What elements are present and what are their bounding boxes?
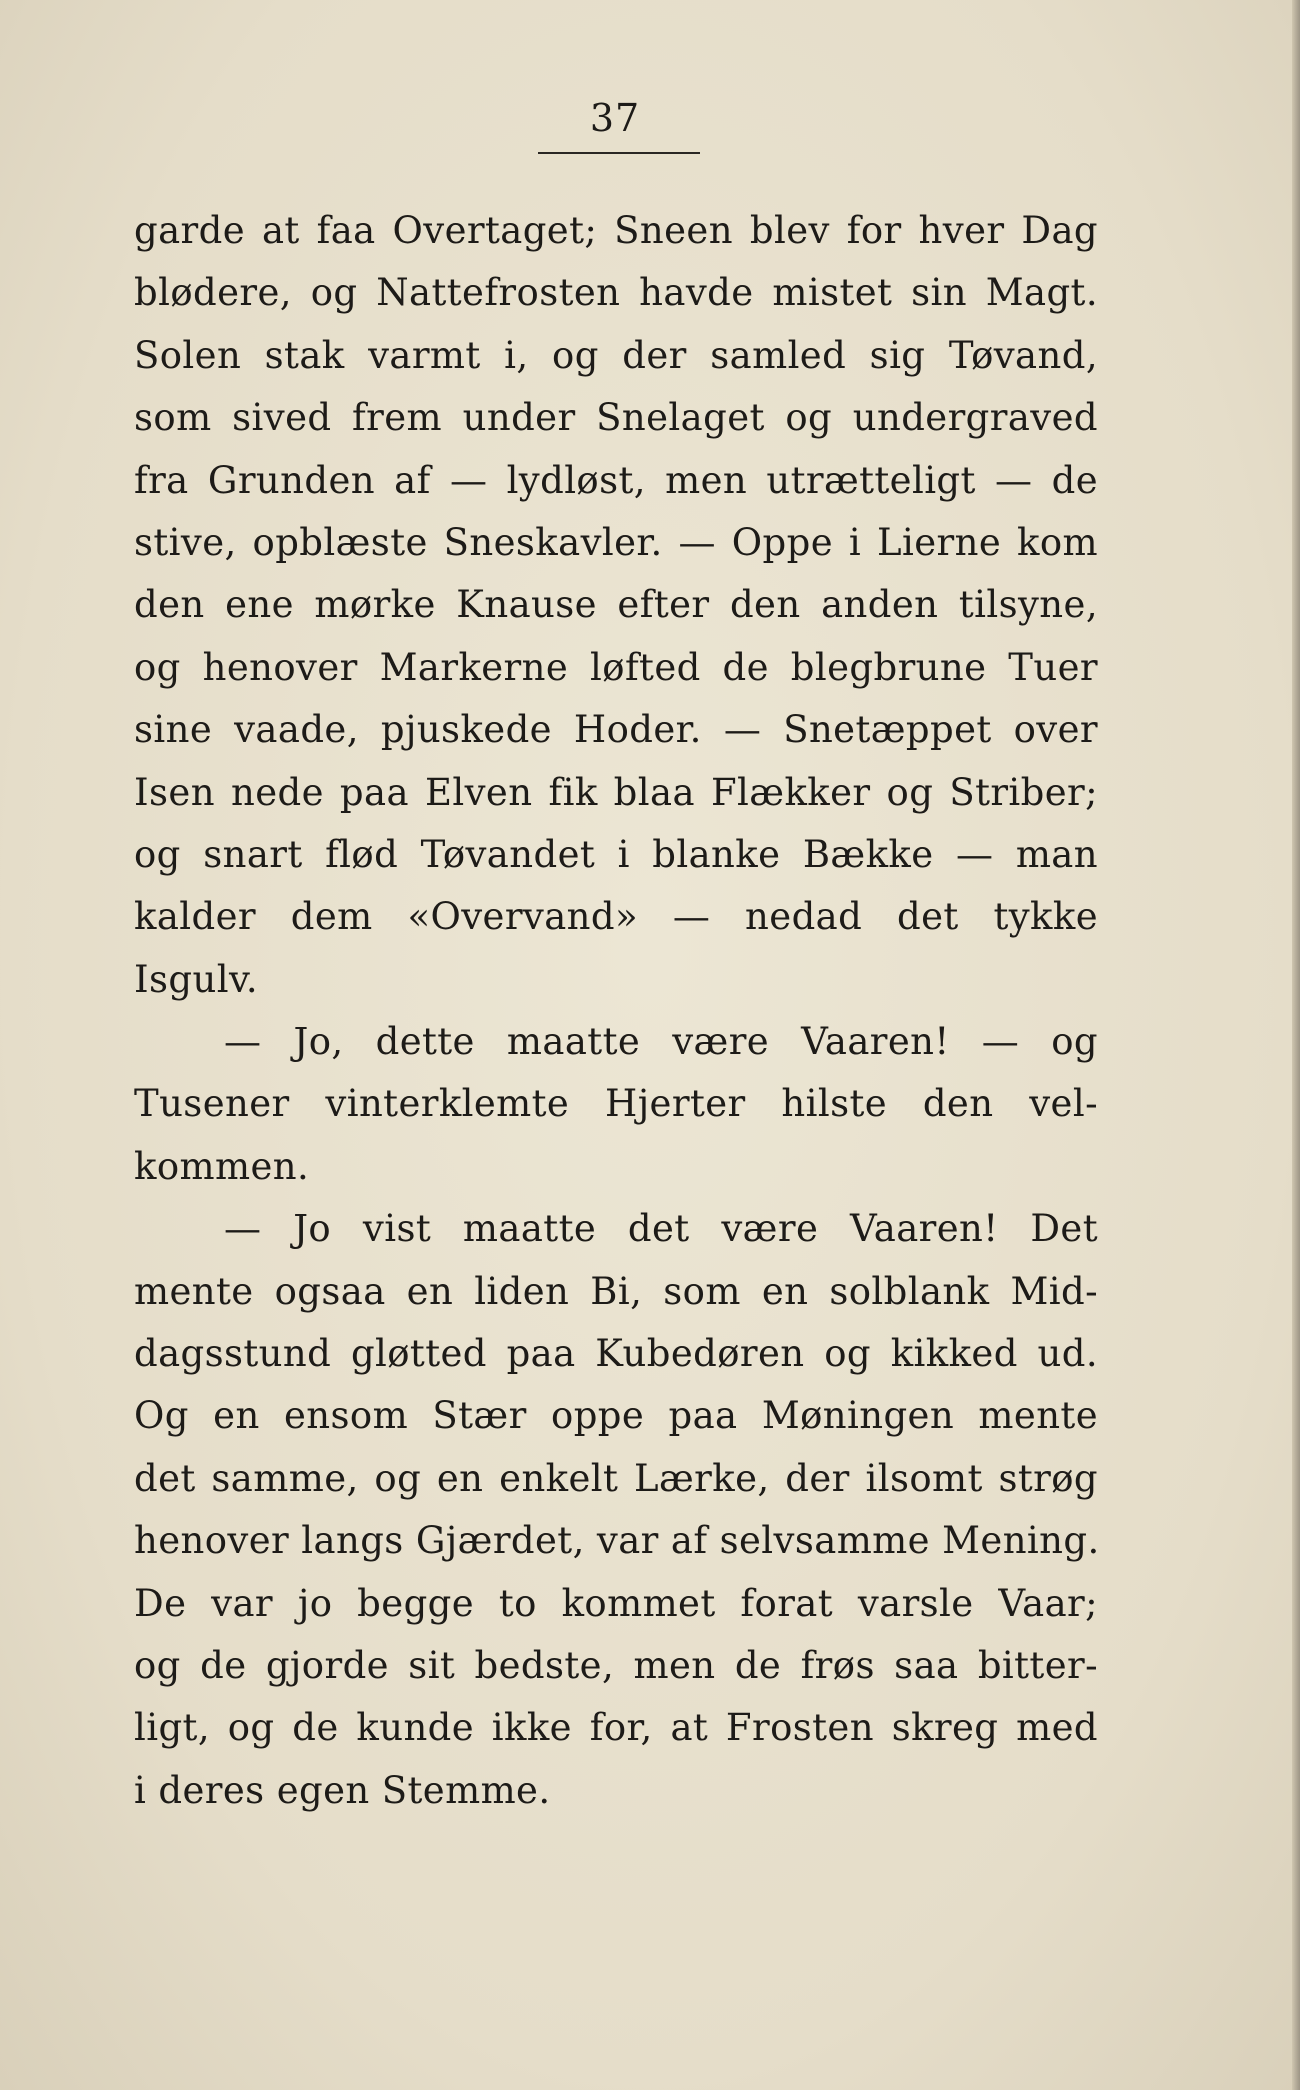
text-line: fra Grunden af — lydløst, men utrætteligt — de xyxy=(134,458,1098,502)
page-edge-shadow xyxy=(1292,0,1300,2090)
text-line: sine vaade, pjuskede Hoder. — Snetæppet over xyxy=(134,708,1098,752)
text-line: mente ogsaa en liden Bi, som en solblank Mid- xyxy=(134,1269,1098,1313)
text-line: stive, opblæste Sneskavler. — Oppe i Lierne kom xyxy=(134,520,1098,564)
text-line: Isgulv. xyxy=(134,957,259,1001)
text-line: — Jo vist maatte det være Vaaren! Det xyxy=(224,1207,1098,1251)
text-line: garde at faa Overtaget; Sneen blev for hver Dag xyxy=(134,209,1098,252)
text-line: Solen stak varmt i, og der samled sig Tøvand, xyxy=(134,333,1098,377)
text-line: Tusener vinterklemte Hjerter hilste den vel- xyxy=(134,1082,1098,1126)
text-line: kalder dem «Overvand» — nedad det tykke xyxy=(134,895,1098,939)
text-line: henover langs Gjærdet, var af selvsamme Mening. xyxy=(134,1519,1100,1563)
body-text xyxy=(134,200,1098,1822)
text-line: dagsstund gløtted paa Kubedøren og kikked ud. xyxy=(134,1332,1098,1376)
text-line: og de gjorde sit bedste, men de frøs saa bitter- xyxy=(134,1643,1098,1687)
text-line: og snart flød Tøvandet i blanke Bække — man xyxy=(134,832,1098,876)
text-line: den ene mørke Knause efter den anden tilsyne, xyxy=(134,583,1098,627)
text-line: i deres egen Stemme. xyxy=(134,1768,551,1812)
page-number-rule xyxy=(538,152,700,154)
text-line: De var jo begge to kommet forat varsle Vaar; xyxy=(134,1581,1098,1625)
text-line: det samme, og en enkelt Lærke, der ilsomt strøg xyxy=(134,1456,1098,1500)
text-line: Og en ensom Stær oppe paa Møningen mente xyxy=(134,1394,1098,1438)
text-line: — Jo, dette maatte være Vaaren! — og xyxy=(224,1020,1098,1064)
text-line: Isen nede paa Elven fik blaa Flækker og Striber; xyxy=(134,770,1098,814)
text-line: som sived frem under Snelaget og undergraved xyxy=(134,396,1098,440)
text-line: blødere, og Nattefrosten havde mistet sin Magt. xyxy=(134,271,1098,315)
text-line: og henover Markerne løfted de blegbrune Tuer xyxy=(134,645,1098,689)
page-number: 37 xyxy=(589,96,641,140)
text-line: ligt, og de kunde ikke for, at Frosten skreg med xyxy=(134,1706,1098,1750)
text-line: kommen. xyxy=(134,1144,310,1188)
